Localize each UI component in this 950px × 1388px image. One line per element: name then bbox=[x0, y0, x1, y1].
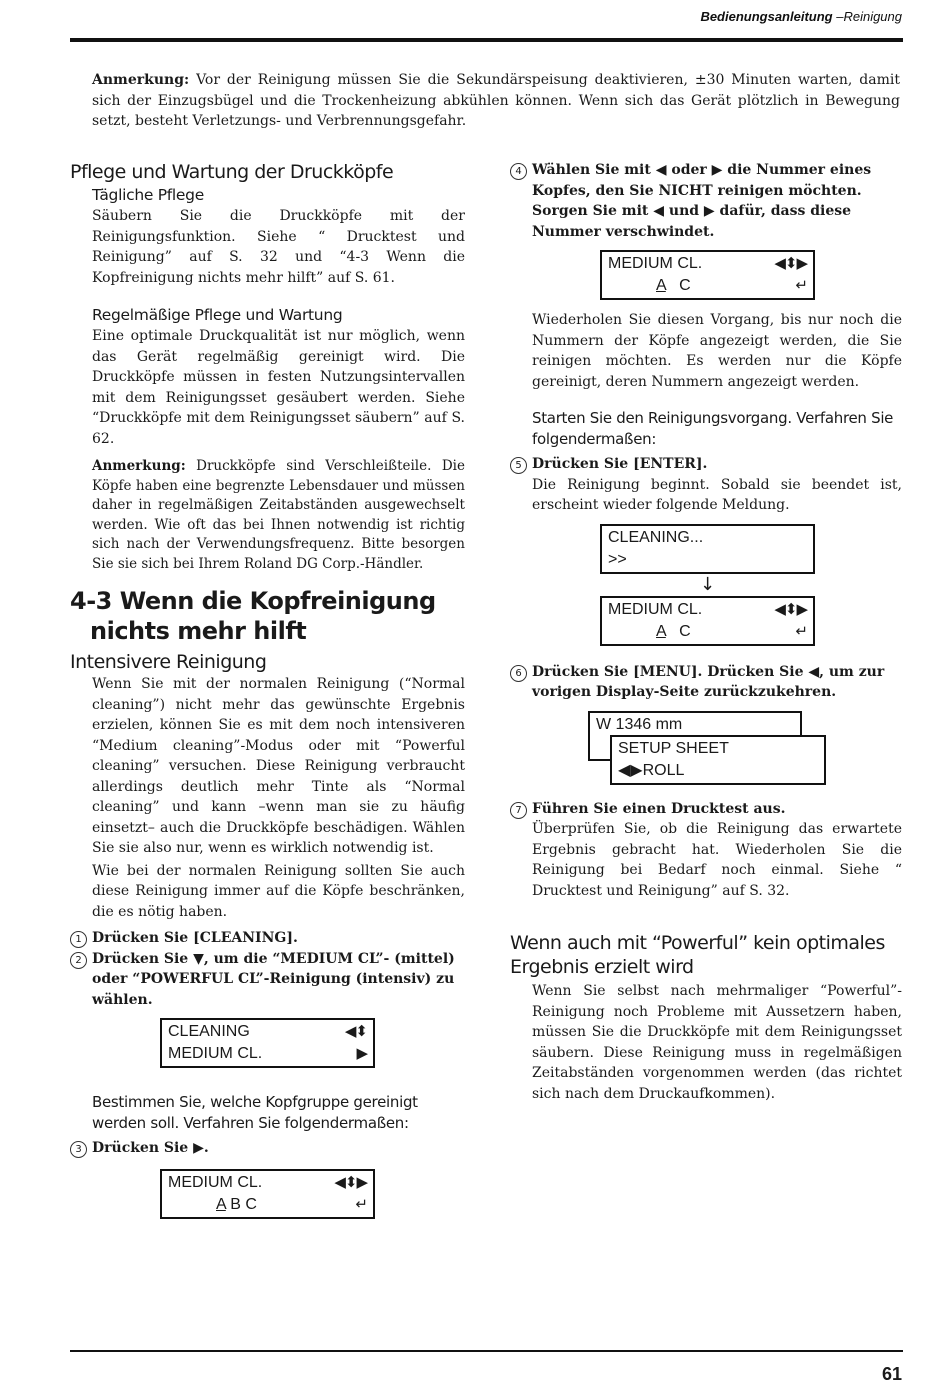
note-druckkoepfe bbox=[92, 457, 465, 574]
step-1-number-label: 1 bbox=[70, 931, 87, 948]
lcd-nav-icon: ◀⬍▶ bbox=[334, 1173, 367, 1191]
lcd-row bbox=[168, 1043, 367, 1065]
section-title-powerful: Wenn auch mit “Powerful” kein optimales Ergebnis erzielt wird bbox=[510, 932, 885, 978]
top-note-text: Vor der Reinigung müssen Sie die Sekundärspeisung deaktivieren, ±30 Minuten warten, damit sich der Einzugsbügel und die Trockenheizung abkühlen können. Wenn sich das Gerät plötzlich in Bewegung setzt, besteht Verletzungs- und Verbrennungsgefahr. bbox=[92, 72, 900, 129]
step-4-text: Wählen Sie mit ◀ oder ▶ die Nummer eines Kopfes, den Sie NICHT reinigen möchten. Sorgen Sie mit ◀ und ▶ dafür, dass diese Nummer verschwindet. bbox=[532, 162, 872, 240]
subsection-taegliche-pflege: Tägliche Pflege bbox=[92, 186, 204, 204]
lcd-row bbox=[608, 599, 807, 621]
lcd-text: CLEANING... bbox=[608, 528, 704, 546]
running-header-section: –Reinigung bbox=[832, 9, 902, 24]
lcd-text: C bbox=[665, 622, 691, 640]
subsection-starten: Starten Sie den Reinigungsvorgang. Verfahren Sie folgendermaßen: bbox=[532, 409, 894, 448]
lcd-display-medium-ac-2 bbox=[600, 596, 815, 646]
running-header bbox=[700, 9, 902, 24]
lcd-row bbox=[608, 527, 807, 549]
lcd-row bbox=[618, 738, 818, 760]
lcd-text: >> bbox=[608, 550, 627, 568]
lcd-row bbox=[168, 1021, 367, 1043]
step-5-text: Drücken Sie [ENTER]. bbox=[532, 456, 708, 472]
lcd-text: MEDIUM CL. bbox=[168, 1045, 263, 1062]
lcd-row bbox=[608, 275, 807, 297]
lcd-text: W 1346 mm bbox=[596, 715, 683, 733]
lcd-display-cleaning bbox=[160, 1018, 375, 1068]
step-6-text: Drücken Sie [MENU]. Drücken Sie ◀, um zur vorigen Display-Seite zurückzukehren. bbox=[532, 663, 885, 700]
lcd-text: C bbox=[665, 277, 691, 294]
lcd-text: ◀▶ROLL bbox=[618, 761, 685, 779]
step-3 bbox=[70, 1138, 465, 1159]
chapter-title bbox=[70, 586, 465, 646]
step-2-number-label: 2 bbox=[70, 952, 87, 969]
subsection-regelmaessige-pflege: Regelmäßige Pflege und Wartung bbox=[92, 306, 343, 324]
lcd-display-medium-abc bbox=[160, 1169, 375, 1219]
lcd-right-arrow-icon: ▶ bbox=[356, 1045, 367, 1062]
right-column bbox=[510, 160, 902, 1104]
top-note-label: Anmerkung: bbox=[92, 72, 190, 88]
step-2-text: Drücken Sie ▼, um die “MEDIUM CL”- (mittel) oder “POWERFUL CL”-Reinigung (intensiv) zu wählen. bbox=[92, 950, 455, 1008]
left-column bbox=[70, 160, 465, 1219]
lcd-stacked-display bbox=[588, 711, 902, 789]
chapter-title-line1: 4-3 Wenn die Kopfreinigung bbox=[70, 587, 436, 615]
step-3-text: Drücken Sie ▶. bbox=[92, 1140, 209, 1156]
arrow-down-icon: ↓ bbox=[699, 573, 716, 595]
enter-icon: ↵ bbox=[795, 622, 807, 640]
top-note bbox=[92, 70, 900, 132]
step-1-text: Drücken Sie [CLEANING]. bbox=[92, 930, 298, 946]
paragraph-regelmaessige-pflege: Eine optimale Druckqualität ist nur möglich, wenn das Gerät regelmäßig gereinigt wird. Die Druckköpfe müssen in festen Nutzungsintervallen mit dem Reinigungsset gesäubert werden. Siehe “Druckköpfe mit dem Reinigungsset säubern” auf S. 62. bbox=[92, 328, 465, 447]
paragraph-intensivere-2: Wie bei der normalen Reinigung sollten Sie auch diese Reinigung immer auf die Köpfe beschränken, die es nötig haben. bbox=[92, 862, 465, 920]
lcd-row bbox=[608, 253, 807, 275]
step-7-text: Führen Sie einen Drucktest aus. bbox=[532, 800, 786, 817]
lcd-text: SETUP SHEET bbox=[618, 739, 729, 757]
section-title-pflege: Pflege und Wartung der Druckköpfe bbox=[70, 161, 394, 183]
chapter-title-line2: nichts mehr hilft bbox=[90, 617, 307, 645]
paragraph-intensivere-1: Wenn Sie mit der normalen Reinigung (“Normal cleaning”) nicht mehr das gewünschte Ergebnis erzielen, können Sie es mit dem noch intensiveren “Medium cleaning”-Modus oder mit “Powerful cleaning” versuchen. Diese Reinigung verbraucht allerdings deutlich mehr Tinte als “Normal cleaning” und kann –wenn man sie zu häufig einsetzt– auch die Druckköpfe beschädigen. Wählen Sie sie also nur, wenn es wirklich notwendig ist. bbox=[92, 676, 465, 856]
step-3-number-label: 3 bbox=[70, 1141, 87, 1158]
step-6-number bbox=[510, 662, 532, 703]
lcd-text: MEDIUM CL. bbox=[168, 1173, 263, 1191]
lcd-display-medium-ac bbox=[600, 250, 815, 300]
step-3-number bbox=[70, 1138, 92, 1159]
header-rule bbox=[70, 38, 903, 42]
step-5-number bbox=[510, 454, 532, 475]
step-4 bbox=[510, 160, 902, 242]
paragraph-powerful: Wenn Sie selbst nach mehrmaliger “Powerful”-Reinigung noch Probleme mit Aussetzern haben, müssen Sie die Druckköpfe mit dem Reinigungsset säubern. Diese Reinigung muss in regelmäßigen Zeitabständen vorgenommen werden (das richtet sich nach dem Druckaufkommen). bbox=[532, 983, 902, 1102]
step-4-number-label: 4 bbox=[510, 163, 527, 180]
lcd-display-cleaning-progress bbox=[600, 524, 815, 574]
paragraph-taegliche-pflege: Säubern Sie die Druckköpfe mit der Reinigungsfunktion. Siehe “ Drucktest und Reinigung” auf S. 32 und “4-3 Wenn die Kopfreinigung nichts mehr hilft” auf S. 61. bbox=[92, 208, 465, 286]
step-6-number-label: 6 bbox=[510, 665, 527, 682]
step-5 bbox=[510, 454, 902, 475]
subsection-kopfgruppe: Bestimmen Sie, welche Kopfgruppe gereinigt werden soll. Verfahren Sie folgendermaßen: bbox=[92, 1093, 418, 1132]
lcd-nav-icon: ◀⬍▶ bbox=[774, 255, 807, 272]
lcd-text: CLEANING bbox=[168, 1023, 250, 1040]
lcd-row bbox=[618, 760, 818, 782]
note-label: Anmerkung: bbox=[92, 458, 186, 474]
lcd-cursor: A bbox=[216, 1195, 226, 1213]
paragraph-wiederholen: Wiederholen Sie diesen Vorgang, bis nur noch die Nummern der Köpfe angezeigt werden, die Sie reinigen möchten. Es werden nur die Köpfe gereinigt, deren Nummern angezeigt werden. bbox=[532, 312, 902, 390]
lcd-row bbox=[596, 714, 794, 736]
lcd-row bbox=[168, 1172, 367, 1194]
step-2-number bbox=[70, 949, 92, 1011]
note-text: Druckköpfe sind Verschleißteile. Die Köpfe haben eine begrenzte Lebensdauer und müssen daher in regelmäßigen Zeitabständen ausgewechselt werden. Wie oft das bei Ihnen notwendig ist richtig sich nach der Verwendungsfrequenz. Bitte besorgen Sie sie sich bei Ihrem Roland DG Corp.-Händler. bbox=[92, 458, 465, 572]
paragraph-ueberpruefen: Überprüfen Sie, ob die Reinigung das erwartete Ergebnis gebracht hat. Wiederholen Sie die Reinigung bei Bedarf noch einmal. Siehe “ Drucktest und Reinigung” auf S. 32. bbox=[532, 821, 902, 899]
lcd-text: MEDIUM CL. bbox=[608, 600, 703, 618]
footer-rule bbox=[70, 1350, 903, 1352]
lcd-front-screen bbox=[610, 735, 826, 785]
enter-icon: ↵ bbox=[355, 1195, 367, 1213]
lcd-text: B C bbox=[225, 1195, 257, 1213]
lcd-row bbox=[168, 1194, 367, 1216]
lcd-cursor: A bbox=[656, 622, 666, 640]
enter-icon: ↵ bbox=[795, 277, 807, 294]
section-title-intensivere: Intensivere Reinigung bbox=[70, 651, 267, 673]
step-7-number-label: 7 bbox=[510, 802, 527, 819]
step-5-number-label: 5 bbox=[510, 457, 527, 474]
lcd-text: MEDIUM CL. bbox=[608, 255, 703, 272]
step-1 bbox=[70, 928, 465, 949]
step-1-number bbox=[70, 928, 92, 949]
step-7 bbox=[510, 799, 902, 820]
lcd-nav-icon: ◀⬍ bbox=[344, 1023, 367, 1040]
lcd-cursor: A bbox=[656, 277, 666, 294]
step-2 bbox=[70, 949, 465, 1011]
lcd-nav-icon: ◀⬍▶ bbox=[774, 600, 807, 618]
lcd-row bbox=[608, 549, 807, 571]
paragraph-reinigung-beginnt: Die Reinigung beginnt. Sobald sie beendet ist, erscheint wieder folgende Meldung. bbox=[532, 476, 902, 513]
step-4-number bbox=[510, 160, 532, 242]
lcd-row bbox=[608, 621, 807, 643]
page-number: 61 bbox=[881, 1364, 902, 1384]
step-6 bbox=[510, 662, 902, 703]
running-header-bold: Bedienungsanleitung bbox=[700, 9, 833, 24]
step-7-number bbox=[510, 799, 532, 820]
